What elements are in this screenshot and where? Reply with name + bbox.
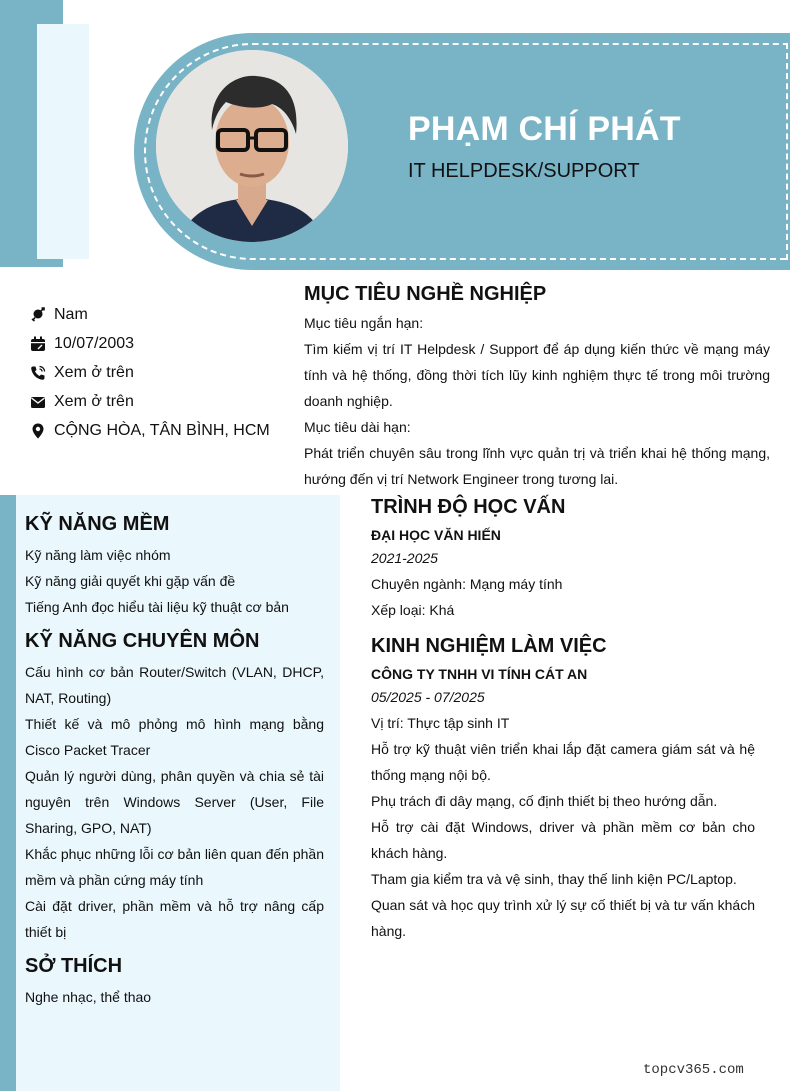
soft-skills-section [25, 513, 324, 620]
contact-email[interactable] [30, 387, 270, 416]
short-term-text: Tìm kiếm vị trí IT Helpdesk / Support để áp dụng kiến thức về mạng máy tính và hệ thống, đồng thời tích lũy kinh nghiệm thực tế trong môi trường doanh nghiệp. [304, 341, 770, 409]
list-item: Cài đặt driver, phần mềm và hỗ trợ nâng cấp thiết bị [25, 898, 324, 940]
list-item: Quản lý người dùng, phân quyền và chia sẻ tài nguyên trên Windows Server (User, File Sharing, GPO, NAT) [25, 768, 324, 836]
contact-birthday [30, 329, 270, 358]
list-item: Kỹ năng giải quyết khi gặp vấn đề [25, 573, 236, 589]
contact-gender [30, 300, 270, 329]
contact-phone[interactable] [30, 358, 270, 387]
school-name: ĐẠI HỌC VĂN HIẾN [371, 527, 501, 543]
phone-icon [30, 365, 46, 381]
short-term-label: Mục tiêu ngắn hạn: [304, 315, 424, 331]
section-title: KỸ NĂNG CHUYÊN MÔN [25, 630, 260, 652]
list-item: Hỗ trợ kỹ thuật viên triển khai lắp đặt camera giám sát và hệ thống mạng nội bộ. [371, 741, 755, 783]
right-column [371, 496, 755, 956]
education-period: 2021-2025 [371, 550, 438, 566]
decorative-panel [37, 24, 89, 259]
section-title: MỤC TIÊU NGHỀ NGHIỆP [304, 283, 547, 305]
watermark: topcv365.com [643, 1062, 744, 1078]
contact-phone-value: Xem ở trên [54, 363, 134, 381]
email-icon [30, 394, 46, 410]
profile-photo [156, 50, 348, 242]
contact-gender-value: Nam [54, 305, 88, 323]
portrait-icon [156, 50, 348, 242]
list-item: Hỗ trợ cài đặt Windows, driver và phần mềm cơ bản cho khách hàng. [371, 819, 755, 861]
list-item: Tiếng Anh đọc hiểu tài liệu kỹ thuật cơ bản [25, 599, 289, 615]
contact-email-value: Xem ở trên [54, 392, 134, 410]
company-name: CÔNG TY TNHH VI TÍNH CÁT AN [371, 666, 588, 682]
experience-section [371, 635, 755, 944]
candidate-name: PHẠM CHÍ PHÁT [408, 110, 681, 148]
left-accent-strip [0, 495, 16, 1091]
experience-period: 05/2025 - 07/2025 [371, 689, 485, 705]
contact-address-value: CỘNG HÒA, TÂN BÌNH, HCM [54, 421, 270, 439]
job-title: IT HELPDESK/SUPPORT [408, 160, 640, 182]
contact-birthday-value: 10/07/2003 [54, 334, 135, 352]
career-objective-section [304, 283, 770, 492]
left-column [16, 495, 340, 1091]
list-item: Phụ trách đi dây mạng, cố định thiết bị theo hướng dẫn. [371, 793, 718, 809]
education-major: Chuyên ngành: Mạng máy tính [371, 576, 563, 592]
list-item: Khắc phục những lỗi cơ bản liên quan đến phần mềm và phần cứng máy tính [25, 846, 324, 888]
list-item: Thiết kế và mô phỏng mô hình mạng bằng Cisco Packet Tracer [25, 716, 324, 758]
section-title: TRÌNH ĐỘ HỌC VẤN [371, 496, 566, 518]
education-section [371, 496, 755, 623]
hobbies-text: Nghe nhạc, thể thao [25, 989, 152, 1005]
contact-address [30, 416, 270, 445]
section-title: SỞ THÍCH [25, 955, 123, 977]
experience-position: Vị trí: Thực tập sinh IT [371, 715, 510, 731]
list-item: Kỹ năng làm việc nhóm [25, 547, 171, 563]
section-title: KỸ NĂNG MỀM [25, 513, 170, 535]
list-item: Tham gia kiểm tra và vệ sinh, thay thế linh kiện PC/Laptop. [371, 871, 737, 887]
hobbies-section [25, 955, 324, 1010]
list-item: Quan sát và học quy trình xử lý sự cố thiết bị và tư vấn khách hàng. [371, 897, 755, 939]
long-term-label: Mục tiêu dài hạn: [304, 419, 411, 435]
section-title: KINH NGHIỆM LÀM VIỆC [371, 635, 607, 657]
education-grade: Xếp loại: Khá [371, 602, 455, 618]
list-item: Cấu hình cơ bản Router/Switch (VLAN, DHCP, NAT, Routing) [25, 664, 324, 706]
gender-icon [30, 307, 46, 323]
contact-list [30, 300, 270, 445]
hard-skills-section [25, 630, 324, 945]
calendar-icon [30, 336, 46, 352]
long-term-text: Phát triển chuyên sâu trong lĩnh vực quản trị và triển khai hệ thống mạng, hướng đến vị trí Network Engineer trong tương lai. [304, 445, 770, 487]
location-icon [30, 423, 46, 439]
